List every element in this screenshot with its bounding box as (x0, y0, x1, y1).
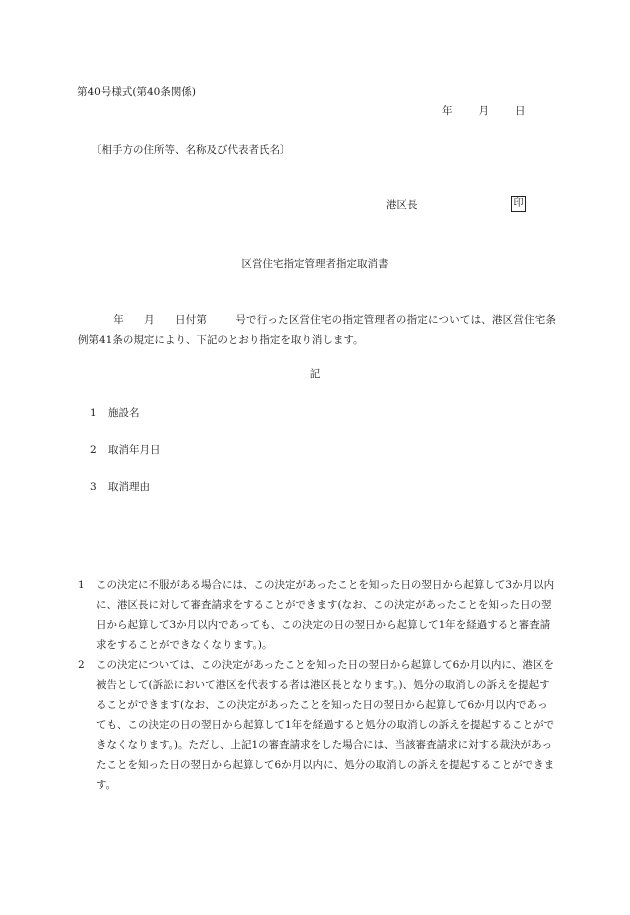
body-year: 年 (113, 314, 124, 326)
item-label: 取消理由 (108, 481, 150, 493)
item-label: 取消年月日 (108, 444, 161, 456)
note-lawsuit (78, 655, 556, 795)
item-cancel-date (90, 445, 161, 456)
item-number: 3 (90, 481, 97, 493)
date-year: 年 (442, 105, 453, 117)
document-title: 区営住宅指定管理者指定取消書 (241, 258, 389, 270)
notes-section (78, 575, 556, 795)
date-line (442, 106, 526, 117)
note-number: 2 (78, 659, 85, 671)
body-text: 号で行った区営住宅の指定管理者の指定については、港区営住宅条例第41条の規定により、下記のとおり指定を取り消します。 (78, 314, 556, 346)
form-number: 第40号様式(第40条関係) (77, 86, 196, 98)
body-paragraph (78, 310, 556, 350)
date-month: 月 (478, 105, 489, 117)
ki-heading: 記 (309, 368, 321, 380)
item-facility-name (90, 408, 140, 419)
note-text: この決定に不服がある場合には、この決定があったことを知った日の翌日から起算して3か月以内に、港区長に対して審査請求をすることができます(なお、この決定があったことを知った日の翌日から起算して3か月以内であっても、この決定の日の翌日から起算して1年を経過すると審査請求をすることができなくなります。)。 (96, 579, 555, 651)
body-dated-no: 日付第 (174, 314, 208, 326)
note-number: 1 (78, 579, 85, 591)
sender-title: 港区長 (386, 199, 418, 211)
item-label: 施設名 (108, 407, 140, 419)
note-appeal (78, 575, 556, 655)
item-number: 2 (90, 444, 97, 456)
seal-mark: 印 (511, 196, 526, 212)
date-day: 日 (515, 105, 526, 117)
note-text: この決定については、この決定があったことを知った日の翌日から起算して6か月以内に、港区を被告として(訴訟において港区を代表する者は港区長となります。)、処分の取消しの訴えを提起することができます(なお、この決定があったことを知った日の翌日から起算して6か月以内であっても、この決定の日の翌日から起算して1年を経過すると処分の取消しの訴えを提起することができなくなります。)。ただし、上記1の審査請求をした場合には、当該審査請求に対する裁決があったことを知った日の翌日から起算して6か月以内に、処分の取消しの訴えを提起することができます。 (96, 659, 555, 791)
item-cancel-reason (90, 482, 150, 493)
recipient-placeholder: 〔相手方の住所等、名称及び代表者氏名〕 (91, 144, 291, 156)
body-month: 月 (143, 314, 155, 326)
item-number: 1 (90, 407, 97, 419)
